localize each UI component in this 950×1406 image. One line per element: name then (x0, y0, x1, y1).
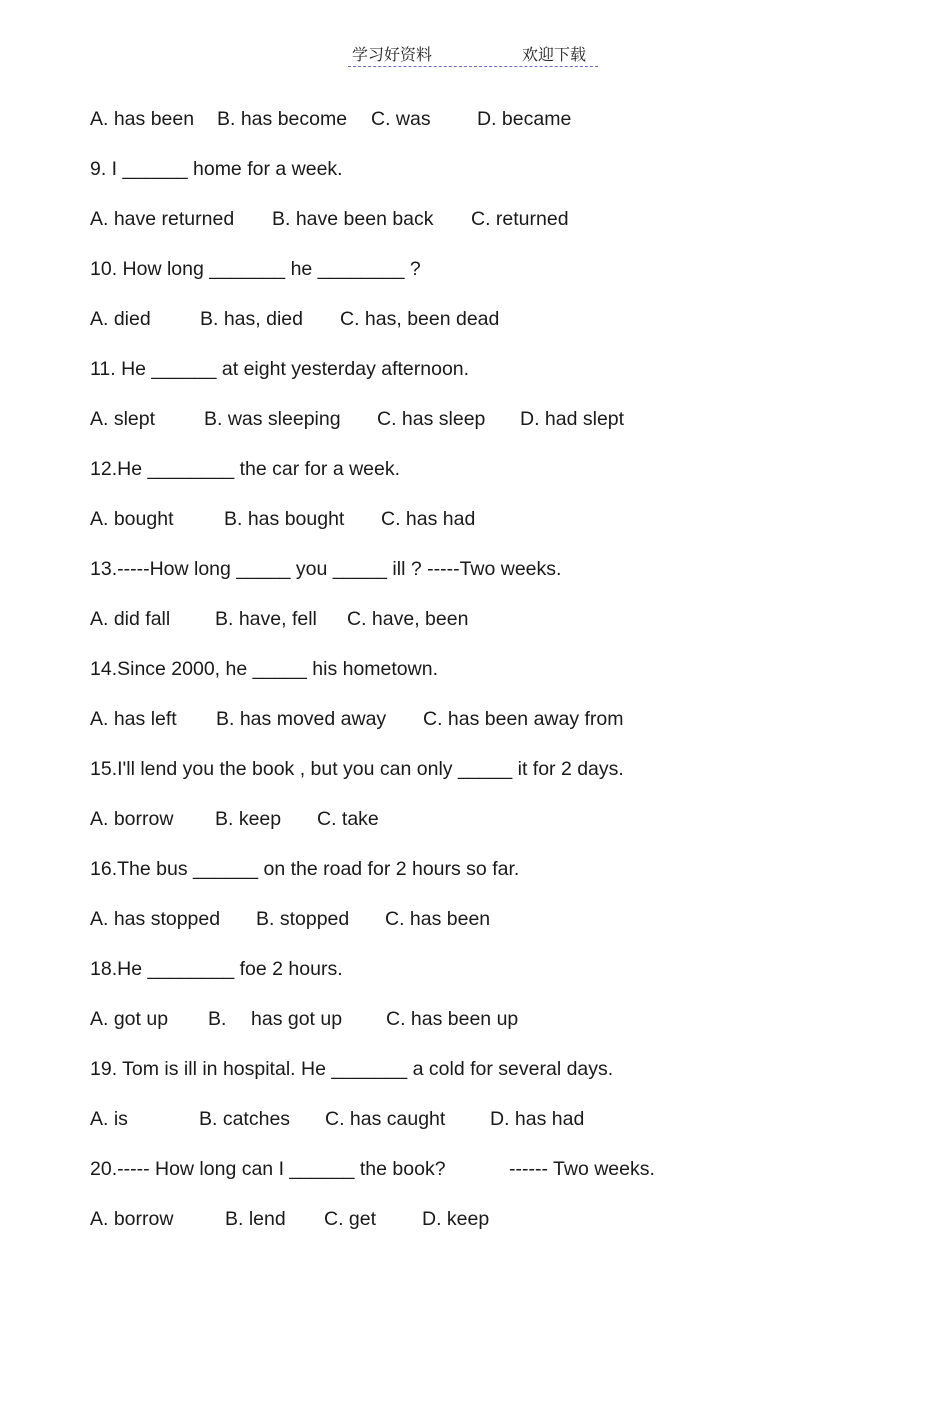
option-c: C. has been away from (423, 708, 624, 730)
question-line: 14.Since 2000, he _____ his hometown. (90, 658, 439, 680)
question-line: 12.He ________ the car for a week. (90, 458, 401, 480)
options-line (90, 502, 890, 552)
question-line: 13.-----How long _____ you _____ ill ? -----Two weeks. (90, 558, 562, 580)
option-c: C. get (324, 1208, 377, 1230)
option-b: B. was sleeping (204, 408, 341, 430)
option-d: D. became (477, 108, 572, 130)
option-d: D. has had (490, 1108, 585, 1130)
option-a: A. slept (90, 408, 156, 430)
option-b: B. has moved away (216, 708, 387, 730)
page-header (348, 40, 598, 67)
option-c: C. has been (385, 908, 491, 930)
options-line (90, 102, 890, 152)
option-c: C. has been up (386, 1008, 519, 1030)
question-line: 18.He ________ foe 2 hours. (90, 958, 343, 980)
option-b: B. has, died (200, 308, 303, 330)
option-c: C. has sleep (377, 408, 486, 430)
option-c: C. returned (471, 208, 569, 230)
question-line: 9. I ______ home for a week. (90, 158, 343, 180)
option-b: B. have been back (272, 208, 434, 230)
option-b: B. have, fell (215, 608, 317, 630)
option-a: A. bought (90, 508, 174, 530)
option-c: C. has had (381, 508, 476, 530)
options-line (90, 602, 890, 652)
question-line: 19. Tom is ill in hospital. He _______ a cold for several days. (90, 1058, 614, 1080)
options-line (90, 1002, 890, 1052)
option-b: B. lend (225, 1208, 286, 1230)
option-b: B. has bought (224, 508, 345, 530)
options-line (90, 702, 890, 752)
answer-text: ------ Two weeks. (509, 1158, 655, 1180)
option-a: A. have returned (90, 208, 235, 230)
question-list (90, 102, 890, 1252)
option-a: A. borrow (90, 1208, 174, 1230)
option-b-text: has got up (251, 1008, 343, 1030)
options-line (90, 802, 890, 852)
option-a: A. got up (90, 1008, 169, 1030)
option-a: A. died (90, 308, 151, 330)
option-b: B. keep (215, 808, 282, 830)
options-line (90, 302, 890, 352)
option-c: C. has, been dead (340, 308, 500, 330)
options-line (90, 1102, 890, 1152)
option-a: A. has been (90, 108, 195, 130)
options-line (90, 402, 890, 452)
option-a: A. borrow (90, 808, 174, 830)
option-d: D. keep (422, 1208, 490, 1230)
header-left-text: 学习好资料 (352, 45, 433, 64)
option-c: C. was (371, 108, 431, 130)
question-line: 10. How long _______ he ________ ? (90, 258, 421, 280)
options-line (90, 1202, 890, 1252)
question-text: 20.----- How long can I ______ the book? (90, 1158, 446, 1180)
option-b: B. has become (217, 108, 348, 130)
option-b: B. catches (199, 1108, 291, 1130)
option-b: B. stopped (256, 908, 350, 930)
question-line (90, 1152, 890, 1202)
question-line: 11. He ______ at eight yesterday afternoon. (90, 358, 470, 380)
options-line (90, 902, 890, 952)
option-a: A. did fall (90, 608, 171, 630)
option-d: D. had slept (520, 408, 625, 430)
option-a: A. has left (90, 708, 177, 730)
header-right-text: 欢迎下载 (522, 45, 587, 64)
question-line: 16.The bus ______ on the road for 2 hours so far. (90, 858, 520, 880)
option-c: C. take (317, 808, 379, 830)
question-line: 15.I'll lend you the book , but you can only _____ it for 2 days. (90, 758, 624, 780)
options-line (90, 202, 890, 252)
option-c: C. have, been (347, 608, 469, 630)
option-c: C. has caught (325, 1108, 446, 1130)
option-a: A. has stopped (90, 908, 221, 930)
option-b: B. (208, 1008, 227, 1030)
option-a: A. is (90, 1108, 128, 1130)
